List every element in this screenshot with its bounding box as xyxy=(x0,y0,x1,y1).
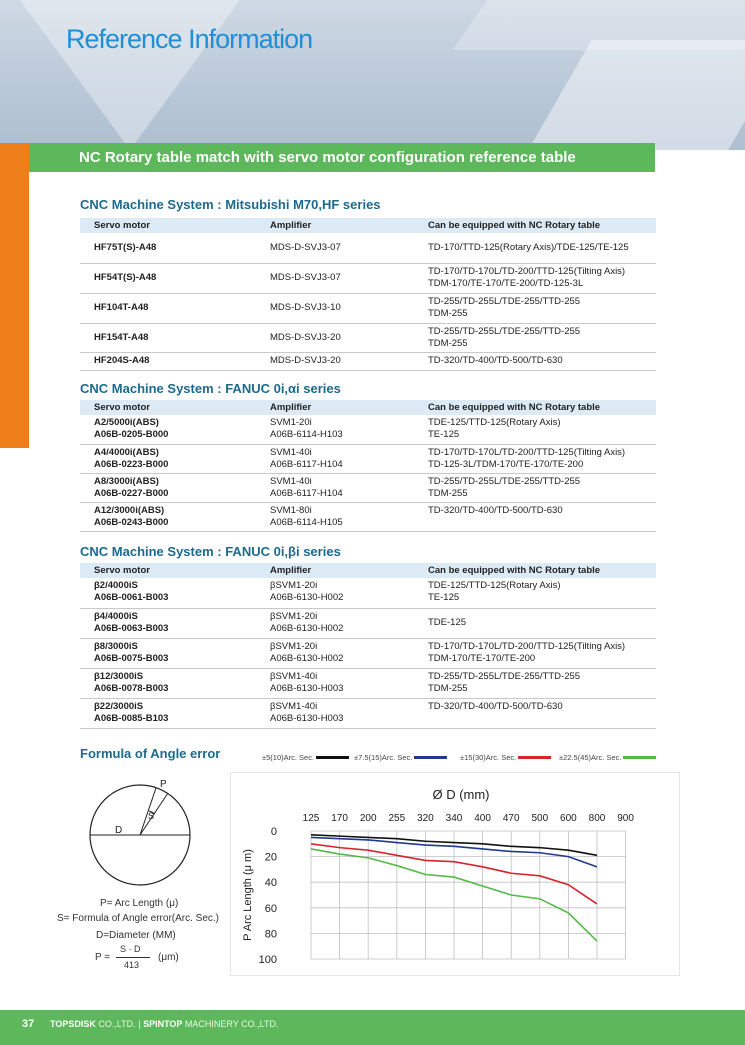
y-tick-label: 80 xyxy=(264,928,277,941)
legend-swatch xyxy=(623,756,656,759)
table-row xyxy=(80,502,656,531)
cell: TD-125-3L/TDM-170/TE-170/TE-200 xyxy=(428,458,584,470)
legend-label: ±22.5(45)Arc. Sec. xyxy=(559,753,622,762)
cell: TDE-125/TTD-125(Rotary Axis) xyxy=(428,417,561,428)
cell: HF75T(S)-A48 xyxy=(94,241,157,253)
company2-name: SPINTOP xyxy=(143,1019,183,1029)
arc-length-chart xyxy=(231,773,681,977)
cell: βSVM1-20i xyxy=(270,610,318,622)
equation-numerator: S · D xyxy=(120,944,141,954)
x-tick-label: 800 xyxy=(588,813,606,824)
col-header: Amplifier xyxy=(266,563,424,578)
cell: A06B-6130-H003 xyxy=(270,712,344,724)
cell: TD-320/TD-400/TD-500/TD-630 xyxy=(428,504,563,516)
chart-title: Ø D (mm) xyxy=(432,787,490,802)
company-names xyxy=(50,1010,278,1039)
cell: A06B-0223-B000 xyxy=(94,458,169,470)
label-p: P xyxy=(160,779,167,790)
table-row xyxy=(80,323,656,352)
legend-swatch xyxy=(316,756,349,759)
cell: SVM1-80i xyxy=(270,504,312,516)
table-row xyxy=(80,233,656,263)
table-row xyxy=(80,638,656,668)
cell: SVM1-40i xyxy=(270,446,312,458)
x-tick-label: 600 xyxy=(560,813,577,824)
table-row xyxy=(80,352,656,370)
legend-swatch xyxy=(414,756,447,759)
x-tick-label: 170 xyxy=(331,813,348,824)
cell: A06B-0061-B003 xyxy=(94,592,169,603)
cell: A06B-6114-H105 xyxy=(270,516,343,528)
table-row xyxy=(80,263,656,293)
formula-line: D=Diameter (MM) xyxy=(96,930,176,941)
col-header: Servo motor xyxy=(80,218,266,233)
cell: MDS-D-SVJ3-20 xyxy=(270,354,341,366)
x-tick-label: 400 xyxy=(474,813,491,824)
col-header: Can be equipped with NC Rotary table xyxy=(424,563,656,578)
decor-shape xyxy=(20,0,240,150)
cell: A06B-6117-H104 xyxy=(270,487,343,499)
legend-item xyxy=(354,753,447,762)
cell: β2/4000iS xyxy=(94,580,138,591)
header-background xyxy=(0,0,745,150)
cell: TD-170/TD-170L/TD-200/TTD-125(Tilting Axis) xyxy=(428,265,626,277)
cell: TDE-125/TTD-125(Rotary Axis) xyxy=(428,580,561,591)
legend-label: ±7.5(15)Arc. Sec. xyxy=(354,753,413,762)
cell: MDS-D-SVJ3-10 xyxy=(270,302,341,313)
cell: MDS-D-SVJ3-07 xyxy=(270,272,341,283)
cell: A12/3000i(ABS) xyxy=(94,504,165,516)
x-tick-label: 900 xyxy=(617,813,634,824)
y-axis-label: P Arc Length (μ m) xyxy=(242,849,254,941)
cell: HF204S-A48 xyxy=(94,354,150,366)
legend-item xyxy=(559,753,656,762)
cell: TD-320/TD-400/TD-500/TD-630 xyxy=(428,700,563,712)
fraction-bar xyxy=(116,957,150,958)
legend-swatch xyxy=(518,756,551,759)
formula-line: S= Formula of Angle error(Arc. Sec.) xyxy=(57,913,220,924)
angle-error-diagram xyxy=(60,775,230,975)
cell: TDM-255 xyxy=(428,307,468,319)
x-tick-label: 320 xyxy=(417,813,434,824)
cell: TDM-255 xyxy=(428,337,468,349)
cell: β12/3000iS xyxy=(94,670,144,682)
section-title-fanuc-beta: CNC Machine System : FANUC 0i,βi series xyxy=(80,544,341,559)
cell: TD-320/TD-400/TD-500/TD-630 xyxy=(428,354,563,366)
cell: β4/4000iS xyxy=(94,610,138,622)
page-title: Reference Information xyxy=(66,24,313,54)
equation-lhs: P = xyxy=(95,952,111,963)
x-tick-label: 255 xyxy=(388,813,406,824)
y-tick-label: 60 xyxy=(264,902,277,915)
y-tick-label: 0 xyxy=(270,826,277,838)
cell: βSVM1-20i xyxy=(270,580,318,591)
cell: A8/3000i(ABS) xyxy=(94,475,159,487)
cell: TDM-170/TE-170/TE-200/TD-125-3L xyxy=(428,277,584,289)
x-tick-label: 200 xyxy=(359,813,377,824)
formula-title: Formula of Angle error xyxy=(80,746,221,761)
decor-shape xyxy=(528,40,745,150)
cell: A06B-6130-H003 xyxy=(270,682,344,694)
cell: A06B-6114-H103 xyxy=(270,429,343,440)
side-accent-bar xyxy=(0,143,29,448)
y-tick-label: 100 xyxy=(258,954,277,966)
company2-suffix: MACHINERY CO.,LTD. xyxy=(182,1019,279,1029)
table-row xyxy=(80,698,656,728)
cell: A2/5000i(ABS) xyxy=(94,417,159,428)
col-header: Amplifier xyxy=(266,400,424,415)
section-banner: NC Rotary table match with servo motor configuration reference table xyxy=(29,143,655,172)
label-d: D xyxy=(115,825,123,836)
cell: A06B-6130-H002 xyxy=(270,622,344,634)
col-header: Amplifier xyxy=(266,218,424,233)
table-row xyxy=(80,444,656,473)
x-tick-label: 125 xyxy=(302,813,320,824)
table-row xyxy=(80,473,656,502)
col-header: Servo motor xyxy=(80,563,266,578)
label-s: S xyxy=(148,811,155,821)
table-row xyxy=(80,578,656,608)
cell: A06B-6130-H002 xyxy=(270,652,344,664)
cell: HF104T-A48 xyxy=(94,302,149,313)
chart-container xyxy=(230,772,680,976)
cell: TDM-255 xyxy=(428,487,468,499)
cell: MDS-D-SVJ3-07 xyxy=(270,241,341,253)
cell: A06B-0227-B000 xyxy=(94,487,169,499)
separator: | xyxy=(138,1019,141,1029)
legend-item xyxy=(460,753,551,762)
cell: A4/4000i(ABS) xyxy=(94,446,159,458)
cell: SVM1-40i xyxy=(270,475,312,487)
company1-suffix: CO.,LTD. xyxy=(95,1019,136,1029)
cell: βSVM1-40i xyxy=(270,670,318,682)
cell: β8/3000iS xyxy=(94,640,138,652)
company1-name: TOPSDISK xyxy=(50,1019,96,1029)
cell: TD-255/TD-255L/TDE-255/TTD-255 xyxy=(428,475,581,487)
table-fanuc-beta xyxy=(80,563,656,729)
cell: TE-125 xyxy=(428,592,460,603)
footer xyxy=(0,1010,745,1045)
cell: βSVM1-20i xyxy=(270,640,318,652)
formula-line: P= Arc Length (μ) xyxy=(100,898,179,909)
table-row xyxy=(80,608,656,638)
table-row xyxy=(80,293,656,323)
cell: A06B-0078-B003 xyxy=(94,682,169,694)
cell: TDM-255 xyxy=(428,682,468,694)
equation-unit: (μm) xyxy=(158,952,179,963)
x-tick-label: 470 xyxy=(502,813,520,824)
cell: TD-255/TD-255L/TDE-255/TTD-255 xyxy=(428,325,581,337)
cell: TD-170/TD-170L/TD-200/TTD-125(Tilting Axis) xyxy=(428,640,626,652)
cell: A06B-0075-B003 xyxy=(94,652,169,664)
col-header: Can be equipped with NC Rotary table xyxy=(424,400,656,415)
y-tick-label: 20 xyxy=(264,851,277,864)
section-title-mitsubishi: CNC Machine System : Mitsubishi M70,HF series xyxy=(80,197,381,212)
x-tick-label: 500 xyxy=(531,813,549,824)
cell: HF54T(S)-A48 xyxy=(94,272,157,283)
x-tick-label: 340 xyxy=(445,813,463,824)
cell: A06B-6130-H002 xyxy=(270,592,344,603)
cell: βSVM1-40i xyxy=(270,700,318,712)
cell: A06B-0243-B000 xyxy=(94,516,169,528)
cell: TE-125 xyxy=(428,429,460,440)
cell: TD-255/TD-255L/TDE-255/TTD-255 xyxy=(428,295,581,307)
cell: TDE-125 xyxy=(428,617,467,628)
col-header: Can be equipped with NC Rotary table xyxy=(424,218,656,233)
cell: A06B-0063-B003 xyxy=(94,622,169,634)
col-header: Servo motor xyxy=(80,400,266,415)
legend-label: ±5(10)Arc. Sec. xyxy=(262,753,315,762)
legend-label: ±15(30)Arc. Sec. xyxy=(460,753,517,762)
page-number: 37 xyxy=(22,1018,35,1030)
cell: A06B-6117-H104 xyxy=(270,458,343,470)
cell: β22/3000iS xyxy=(94,700,144,712)
cell: A06B-0205-B000 xyxy=(94,429,169,440)
table-mitsubishi xyxy=(80,218,656,371)
equation-denominator: 413 xyxy=(124,960,140,970)
cell: TDM-170/TE-170/TE-200 xyxy=(428,652,536,664)
cell: TD-170/TD-170L/TD-200/TTD-125(Tilting Axis) xyxy=(428,446,626,458)
cell: SVM1-20i xyxy=(270,417,312,428)
cell: TD-255/TD-255L/TDE-255/TTD-255 xyxy=(428,670,581,682)
y-tick-label: 40 xyxy=(264,877,277,890)
legend-item xyxy=(262,753,349,762)
table-row xyxy=(80,415,656,444)
cell: A06B-0085-B103 xyxy=(94,712,169,724)
table-fanuc-alpha xyxy=(80,400,656,532)
cell: HF154T-A48 xyxy=(94,331,149,343)
cell: MDS-D-SVJ3-20 xyxy=(270,331,341,343)
table-row xyxy=(80,668,656,698)
cell: TD-170/TTD-125(Rotary Axis)/TDE-125/TE-125 xyxy=(428,241,629,253)
section-title-fanuc-alpha: CNC Machine System : FANUC 0i,αi series xyxy=(80,381,341,396)
